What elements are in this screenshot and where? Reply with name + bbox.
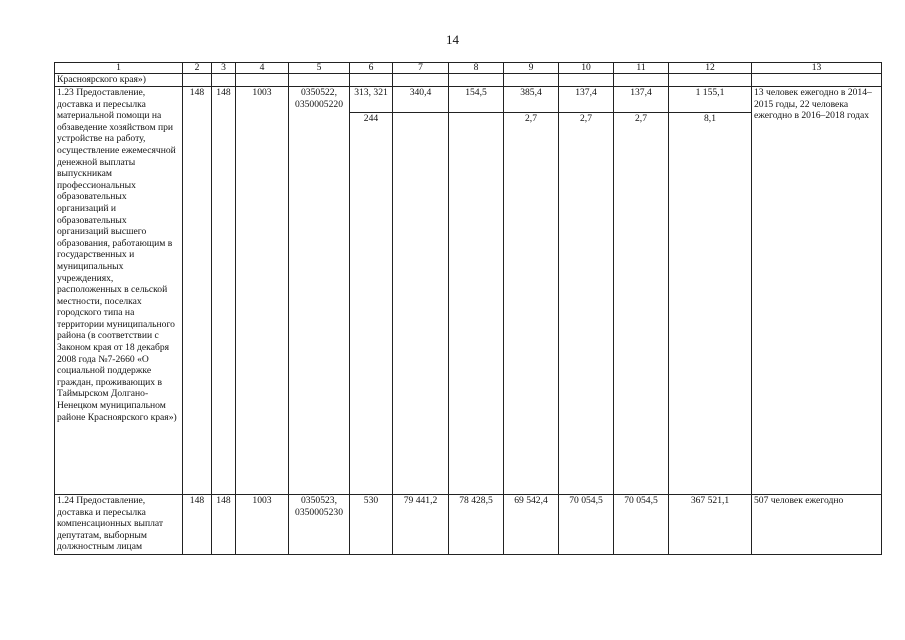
- cell-c11: 70 054,5: [614, 495, 669, 555]
- header-cell: 10: [559, 63, 614, 74]
- cell-c3: 148: [212, 495, 236, 555]
- continued-text: Красноярского края»): [55, 74, 183, 87]
- header-cell: 11: [614, 63, 669, 74]
- cell-c10: 2,7: [559, 113, 614, 495]
- cell-c8: [449, 113, 504, 495]
- cell-c4: 1003: [236, 87, 289, 495]
- cell-c5: 0350523, 0350005230: [289, 495, 350, 555]
- header-cell: 6: [350, 63, 393, 74]
- cell-c11: 2,7: [614, 113, 669, 495]
- cell-c10: 137,4: [559, 87, 614, 113]
- budget-table: [54, 62, 882, 555]
- cell-c2: 148: [183, 495, 212, 555]
- cell-c6: 313, 321: [350, 87, 393, 113]
- header-cell: 12: [669, 63, 752, 74]
- table-row: [55, 495, 882, 555]
- table-row: [55, 87, 882, 113]
- continued-row: [55, 74, 882, 87]
- cell-c7: 340,4: [393, 87, 449, 113]
- header-row: [55, 63, 882, 74]
- header-cell: 5: [289, 63, 350, 74]
- cell-c10: 70 054,5: [559, 495, 614, 555]
- header-cell: 4: [236, 63, 289, 74]
- row-description: 1.23 Предоставление, доставка и пересылка материальной помощи на обзаведение хозяйством при устройстве на работу, осуществление ежемесячной денежной выплаты выпускникам профессиональных образовательных организаций и образовательных организаций высшего образования, работающим в государственных и муниципальных учреждениях, расположенных в сельской местности, поселках городского типа на территории муниципального района (в соответствии с Законом края от 18 декабря 2008 года №7-2660 «О социальной поддержке граждан, проживающих в Таймырском Долгано-Ненецком муниципальном районе Красноярского края»): [55, 87, 183, 495]
- cell-c8: 78 428,5: [449, 495, 504, 555]
- cell-c6: 530: [350, 495, 393, 555]
- cell-c7: [393, 113, 449, 495]
- cell-c11: 137,4: [614, 87, 669, 113]
- cell-c8: 154,5: [449, 87, 504, 113]
- cell-c9: 385,4: [504, 87, 559, 113]
- cell-c5: 0350522, 0350005220: [289, 87, 350, 495]
- header-cell: 8: [449, 63, 504, 74]
- header-cell: 2: [183, 63, 212, 74]
- cell-c9: 69 542,4: [504, 495, 559, 555]
- cell-c2: 148: [183, 87, 212, 495]
- cell-c3: 148: [212, 87, 236, 495]
- header-cell: 13: [752, 63, 882, 74]
- cell-c7: 79 441,2: [393, 495, 449, 555]
- header-cell: 3: [212, 63, 236, 74]
- header-cell: 7: [393, 63, 449, 74]
- header-cell: 1: [55, 63, 183, 74]
- cell-c13: 13 человек ежегодно в 2014–2015 годы, 22 человека ежегодно в 2016–2018 годах: [752, 87, 882, 495]
- row-description: 1.24 Предоставление, доставка и пересылка компенсационных выплат депутатам, выборным должностным лицам: [55, 495, 183, 555]
- header-cell: 9: [504, 63, 559, 74]
- page-number: 14: [446, 32, 459, 47]
- cell-c4: 1003: [236, 495, 289, 555]
- cell-c12: 8,1: [669, 113, 752, 495]
- cell-c12: 1 155,1: [669, 87, 752, 113]
- cell-c9: 2,7: [504, 113, 559, 495]
- cell-c6: 244: [350, 113, 393, 495]
- cell-c12: 367 521,1: [669, 495, 752, 555]
- cell-c13: 507 человек ежегодно: [752, 495, 882, 555]
